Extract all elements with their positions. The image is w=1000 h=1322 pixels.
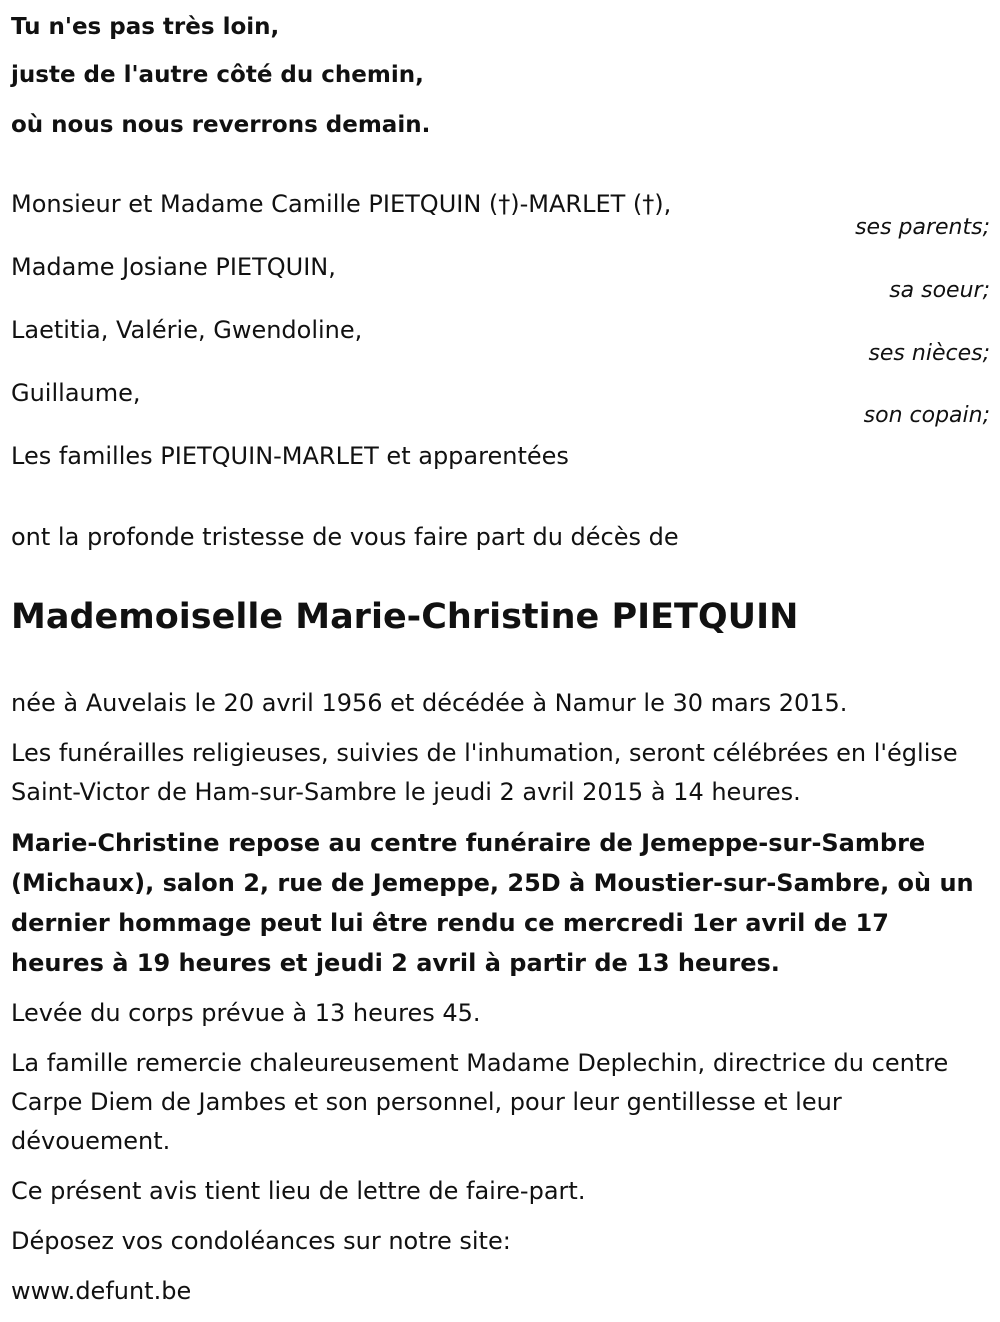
family-role-parents: ses parents; [855, 215, 990, 240]
funeral-details: Les funérailles religieuses, suivies de l'inhumation, seront célébrées en l'église Saint-Victor de Ham-sur-Sambre le jeudi 2 avril 2015 à 14 heures. [11, 739, 958, 806]
body-removal-time: Levée du corps prévue à 13 heures 45. [11, 999, 481, 1027]
family-role-sister: sa soeur; [889, 278, 990, 303]
family-closing: Les familles PIETQUIN-MARLET et apparentées [11, 442, 569, 470]
family-role-boyfriend: son copain; [863, 403, 990, 428]
family-name-parents: Monsieur et Madame Camille PIETQUIN (†)-MARLET (†), [11, 190, 672, 218]
website-link[interactable]: www.defunt.be [11, 1277, 192, 1305]
birth-death-dates: née à Auvelais le 20 avril 1956 et décédée à Namur le 30 mars 2015. [11, 689, 848, 717]
announcement-text: ont la profonde tristesse de vous faire part du décès de [11, 523, 679, 551]
poem-line-3: où nous nous reverrons demain. [11, 112, 431, 138]
poem-line-1: Tu n'es pas très loin, [11, 14, 280, 40]
deceased-name: Mademoiselle Marie-Christine PIETQUIN [11, 597, 799, 637]
viewing-details: Marie-Christine repose au centre funéraire de Jemeppe-sur-Sambre (Michaux), salon 2, rue de Jemeppe, 25D à Moustier-sur-Sambre, où un dernier hommage peut lui être rendu ce mercredi 1er avril de 17 heures à 19 heures et jeudi 2 avril à partir de 13 heures. [11, 829, 974, 977]
acknowledgements: La famille remercie chaleureusement Madame Deplechin, directrice du centre Carpe Diem de Jambes et son personnel, pour leur gentillesse et leur dévouement. [11, 1049, 949, 1155]
condolences-prompt: Déposez vos condoléances sur notre site: [11, 1227, 511, 1255]
poem-line-2: juste de l'autre côté du chemin, [11, 62, 424, 88]
family-name-nieces: Laetitia, Valérie, Gwendoline, [11, 316, 363, 344]
family-name-sister: Madame Josiane PIETQUIN, [11, 253, 336, 281]
family-name-boyfriend: Guillaume, [11, 379, 141, 407]
family-role-nieces: ses nièces; [868, 341, 990, 366]
notice-body [11, 684, 986, 1322]
notice-statement: Ce présent avis tient lieu de lettre de faire-part. [11, 1177, 586, 1205]
